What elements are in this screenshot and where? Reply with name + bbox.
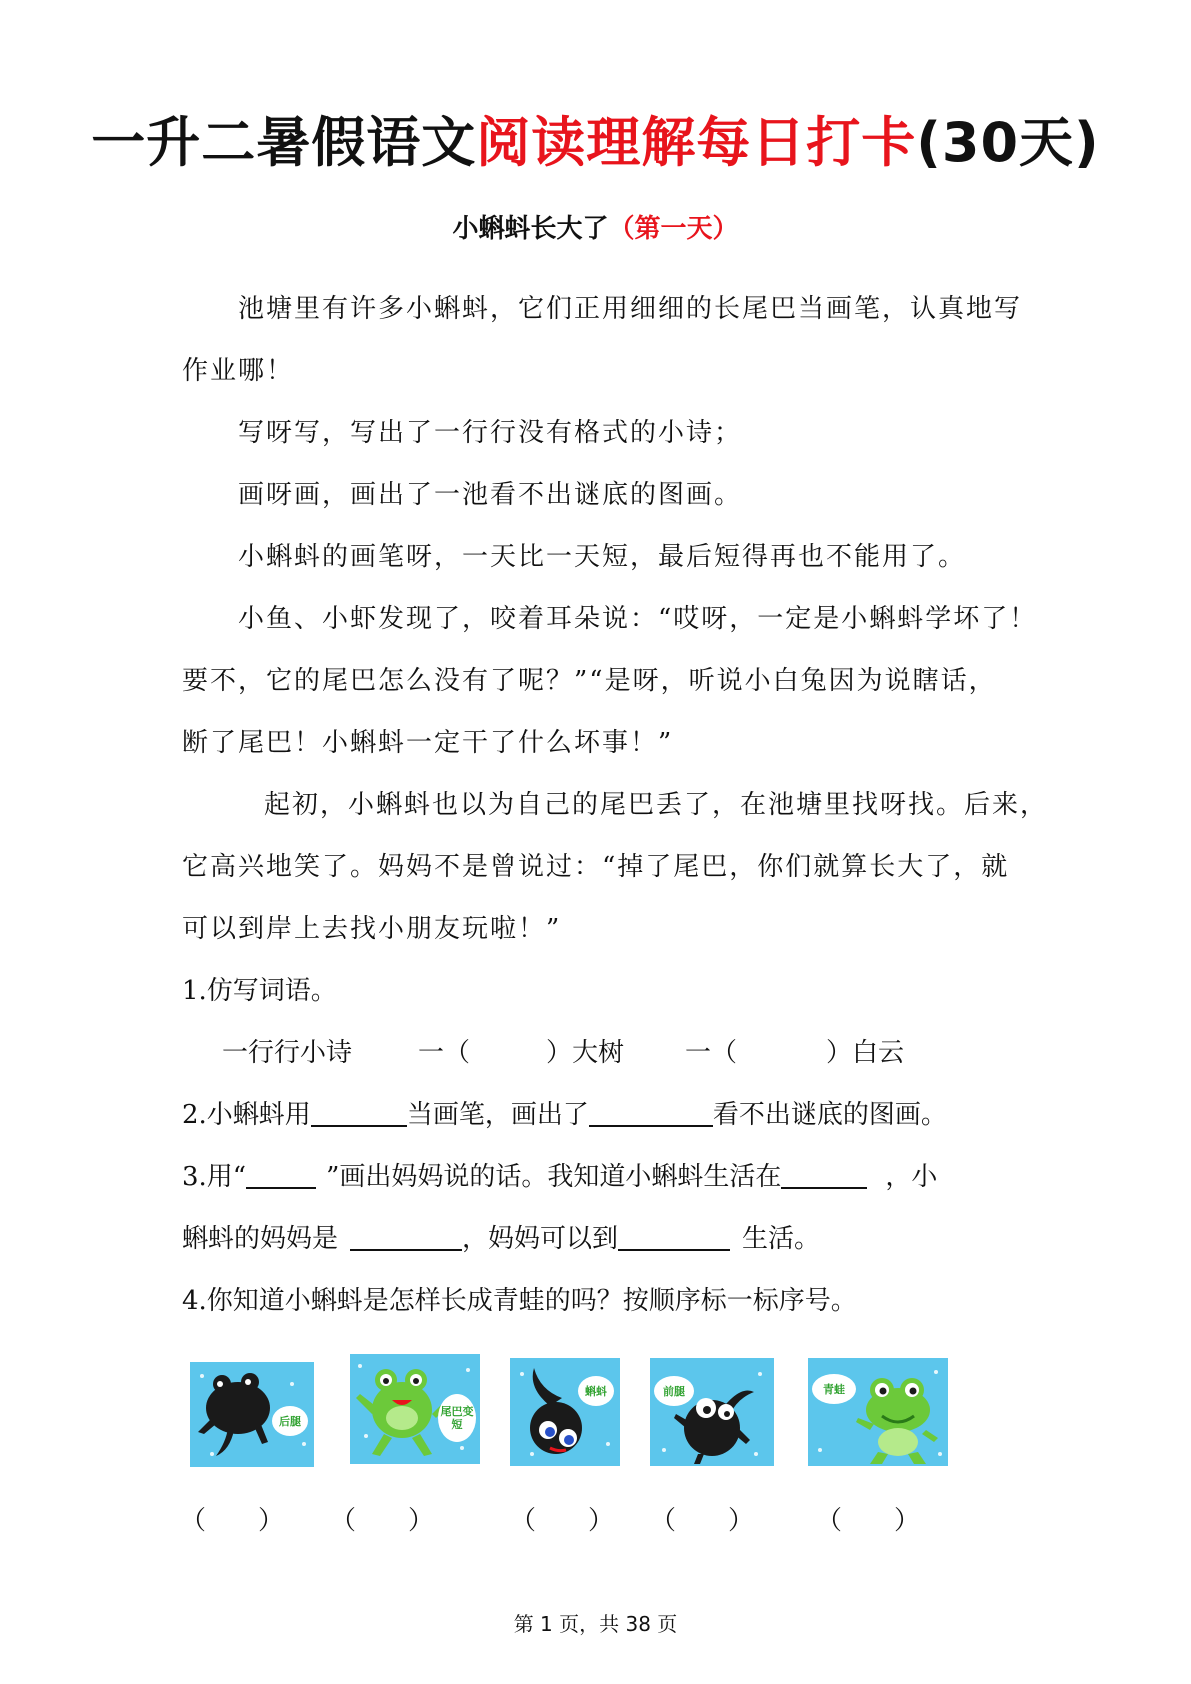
picture-label: 青蛙 (812, 1374, 856, 1404)
question-4: 4.你知道小蝌蚪是怎样长成青蛙的吗？按顺序标一标序号。 (182, 1286, 857, 1316)
question-3-part: ，小 (885, 1162, 938, 1192)
picture-label: 蝌蚪 (578, 1376, 614, 1406)
question-2-part: 2.小蝌蚪用 (182, 1100, 311, 1130)
picture-card (350, 1354, 480, 1464)
answer-paren[interactable]: （ ） (816, 1506, 921, 1536)
question-3-part: ”画出妈妈说的话。我知道小蝌蚪生活在 (326, 1162, 782, 1192)
picture-card (650, 1358, 774, 1466)
title-black: 一升二暑假语文 (91, 111, 477, 174)
question-1-item: ）白云 (826, 1038, 905, 1068)
answer-paren[interactable]: （ ） (650, 1506, 755, 1536)
question-1-item: ）大树 (546, 1038, 625, 1068)
passage-title (0, 208, 1191, 245)
answer-blank[interactable] (311, 1099, 407, 1127)
question-3-part: 3.用“ (182, 1162, 247, 1192)
picture-card (190, 1362, 314, 1467)
passage-line: 它高兴地笑了。妈妈不是曾说过：“掉了尾巴，你们就算长大了，就 (182, 852, 1010, 882)
answer-paren[interactable]: （ ） (330, 1506, 435, 1536)
answer-blank[interactable] (781, 1161, 867, 1189)
answer-blank[interactable] (618, 1223, 730, 1251)
picture-label: 尾巴变短 (438, 1394, 476, 1442)
answer-blank[interactable] (246, 1161, 316, 1189)
page-title (0, 100, 1191, 177)
passage-line: 起初，小蝌蚪也以为自己的尾巴丢了，在池塘里找呀找。后来， (264, 790, 1049, 820)
picture-card (808, 1358, 948, 1466)
question-3-part: 生活。 (742, 1224, 821, 1254)
title-red: 阅读理解每日打卡 (476, 111, 917, 174)
passage-line: 画呀画，画出了一池看不出谜底的图画。 (238, 480, 743, 510)
subtitle-day: （第一天） (608, 214, 739, 244)
passage-line: 池塘里有许多小蝌蚪，它们正用细细的长尾巴当画笔，认真地写 (238, 294, 1023, 324)
question-3-part: 蝌蚪的妈妈是 (182, 1224, 339, 1254)
title-tail: (30天) (916, 111, 1100, 174)
question-3-part: ，妈妈可以到 (462, 1224, 619, 1254)
question-1-item: 一（ (685, 1038, 738, 1068)
picture-label: 前腿 (654, 1376, 694, 1406)
answer-blank[interactable] (350, 1223, 462, 1251)
passage-line: 断了尾巴！小蝌蚪一定干了什么坏事！” (182, 728, 674, 758)
question-2-part: 看不出谜底的图画。 (712, 1100, 947, 1130)
tadpole-icon (510, 1358, 620, 1466)
tadpole-front-legs-icon (650, 1358, 774, 1466)
subtitle-text: 小蝌蚪长大了 (452, 214, 609, 244)
question-3-line-1 (182, 1156, 937, 1193)
passage-line: 小鱼、小虾发现了，咬着耳朵说：“哎呀，一定是小蝌蚪学坏了！ (238, 604, 1038, 634)
answer-paren[interactable]: （ ） (510, 1506, 615, 1536)
passage-line: 小蝌蚪的画笔呀，一天比一天短，最后短得再也不能用了。 (238, 542, 967, 572)
question-1-item: 一行行小诗 (222, 1038, 353, 1068)
answer-paren[interactable]: （ ） (180, 1506, 285, 1536)
answer-blank[interactable] (589, 1099, 713, 1127)
question-1: 1.仿写词语。 (182, 976, 337, 1006)
passage-line: 要不，它的尾巴怎么没有了呢？”“是呀，听说小白兔因为说瞎话， (182, 666, 997, 696)
question-1-item: 一（ (418, 1038, 471, 1068)
question-2-part: 当画笔，画出了 (406, 1100, 589, 1130)
page-footer: 第 1 页，共 38 页 (513, 1612, 678, 1636)
question-3-line-2 (182, 1218, 820, 1255)
passage-line: 可以到岸上去找小朋友玩啦！” (182, 914, 562, 944)
picture-card (510, 1358, 620, 1466)
question-2 (182, 1094, 947, 1131)
passage-line: 写呀写，写出了一行行没有格式的小诗； (238, 418, 743, 448)
picture-label: 后腿 (272, 1406, 308, 1436)
growth-pictures (0, 1362, 1191, 1472)
passage-line: 作业哪！ (182, 356, 295, 386)
